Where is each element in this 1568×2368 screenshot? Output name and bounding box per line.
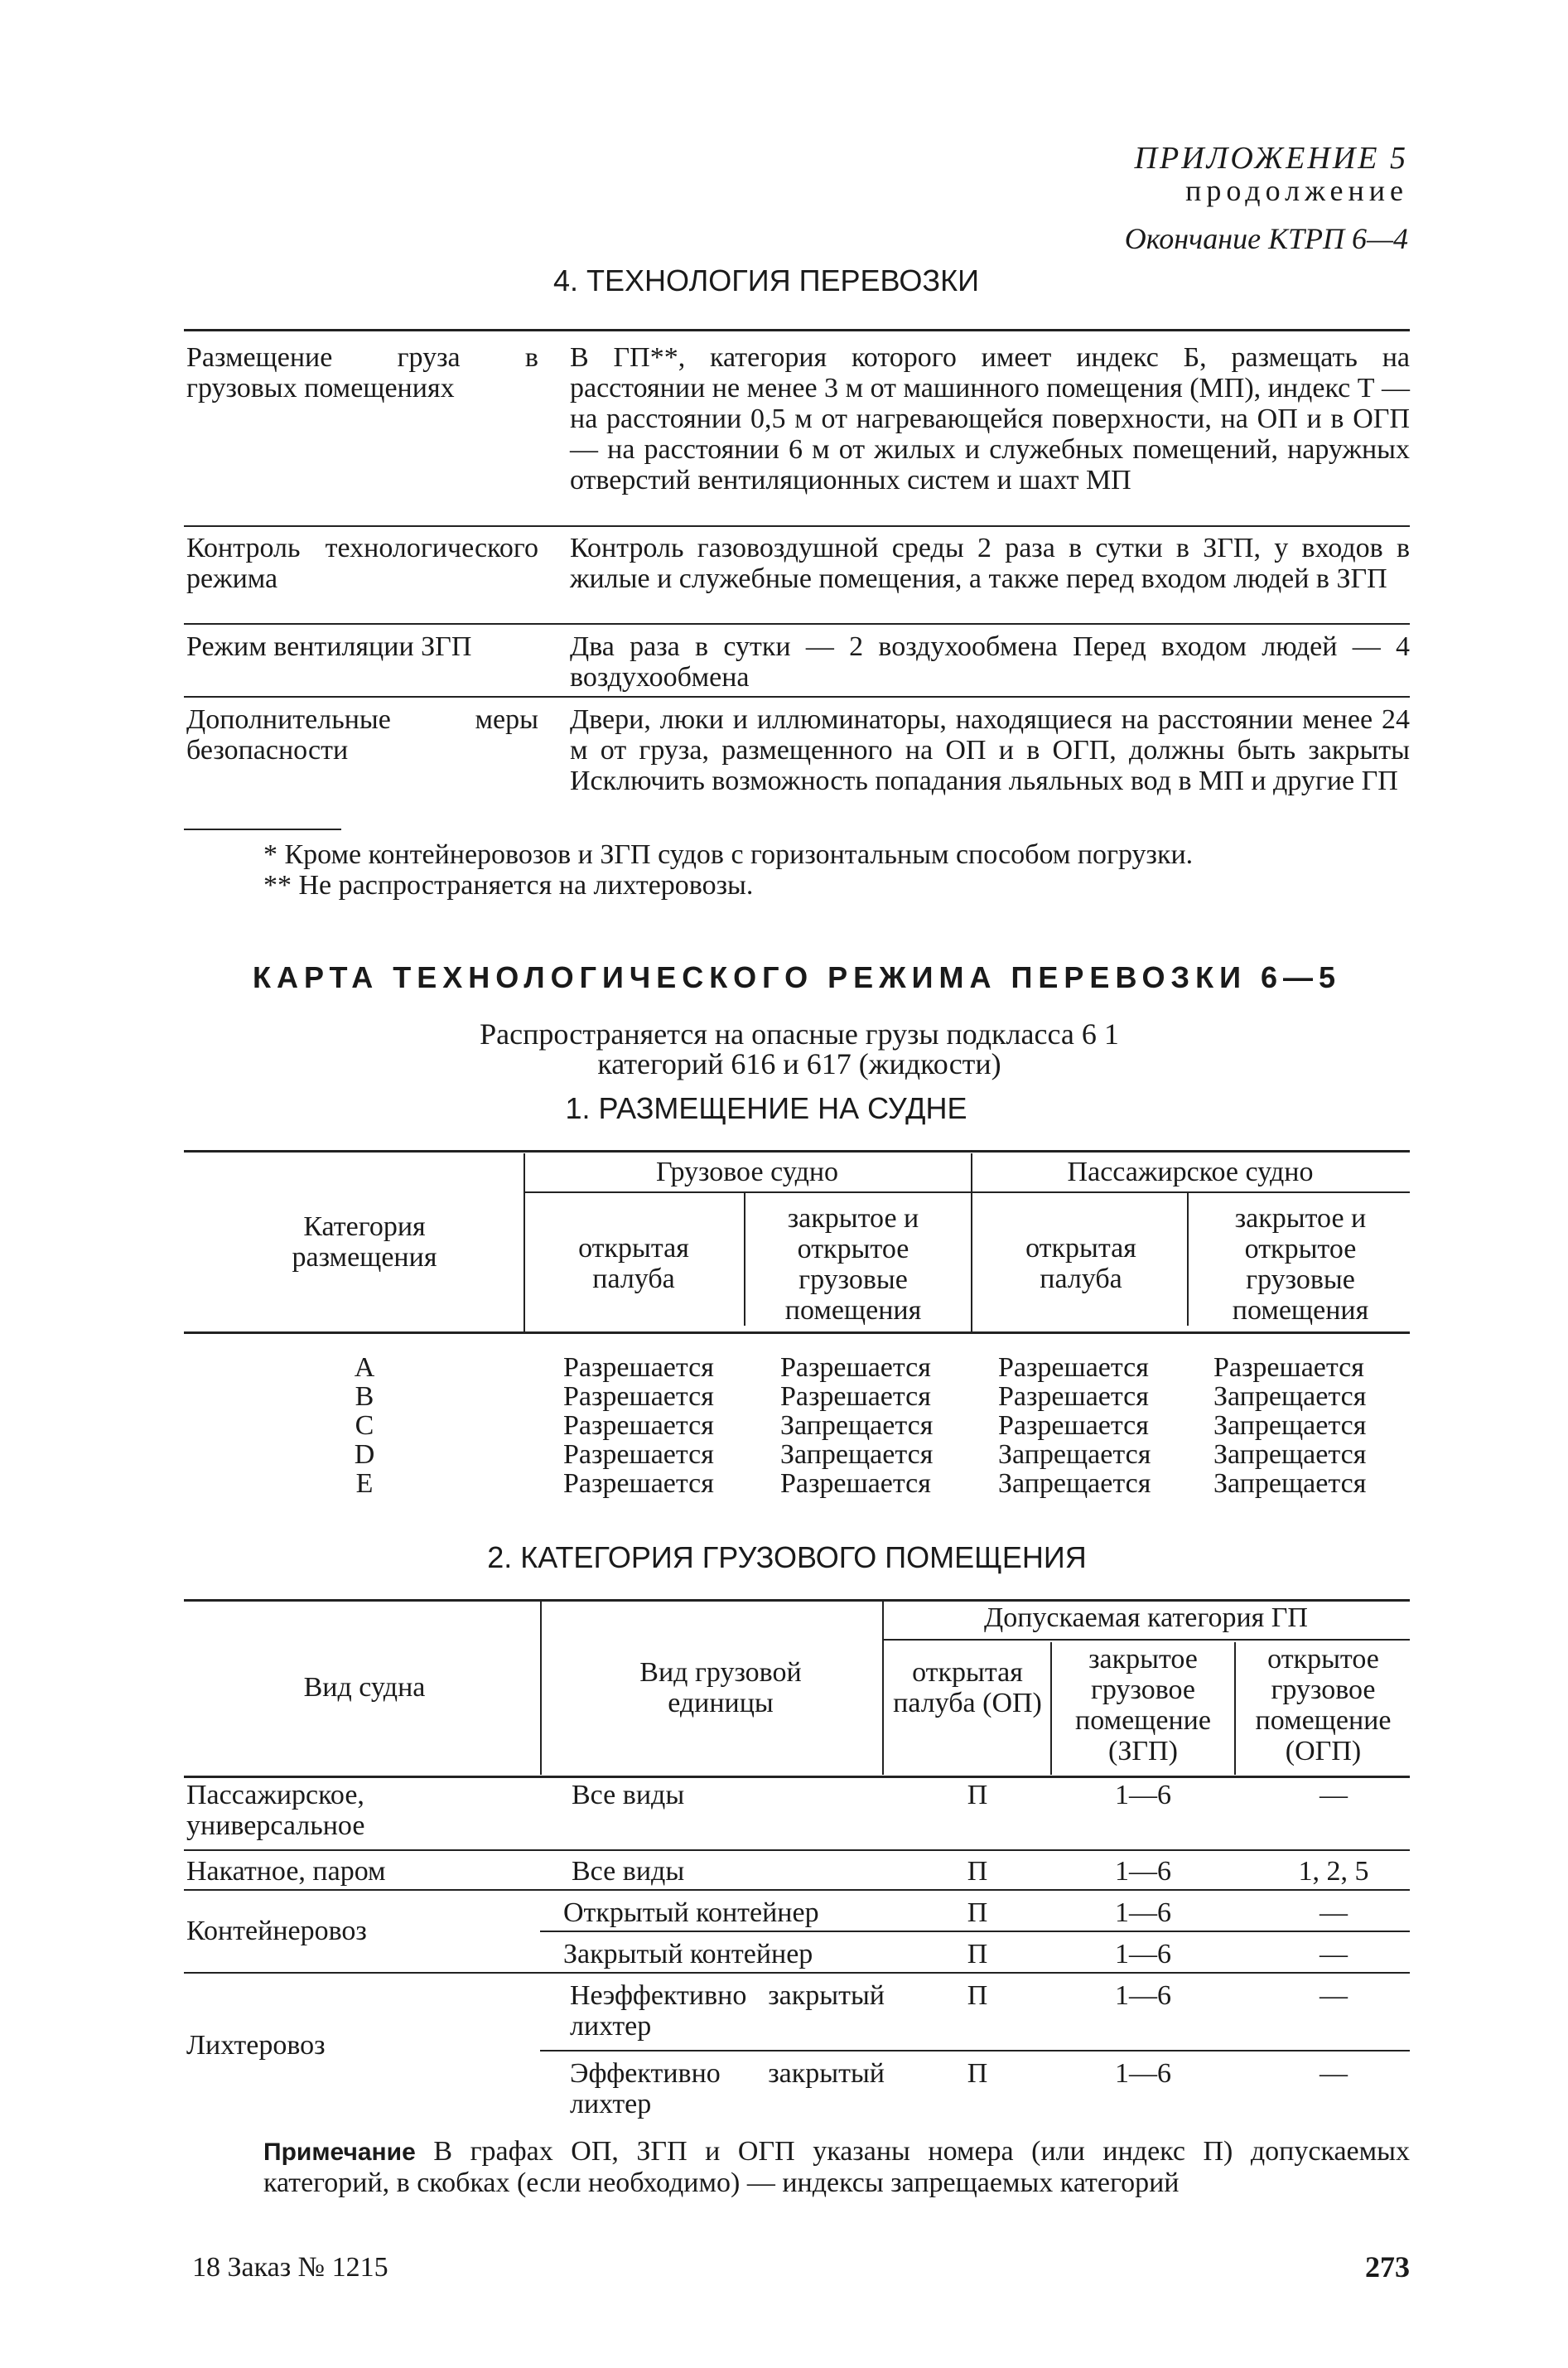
cargo-unit: Неэффективно закрытый лихтер bbox=[570, 1980, 885, 2042]
row-label: Режим вентиляции ЗГП bbox=[186, 631, 472, 662]
table-divider bbox=[1234, 1642, 1236, 1775]
table-row bbox=[0, 1352, 1568, 1381]
table-cell: Запрещается bbox=[998, 1439, 1151, 1470]
ship-type: Лихтеровоз bbox=[186, 2030, 326, 2061]
table-rule bbox=[184, 329, 1410, 331]
table-cell: П bbox=[967, 1856, 988, 1887]
ship-type: Пассажирское, универсальное bbox=[186, 1780, 365, 1841]
section1-title: 1. РАЗМЕЩЕНИЕ НА СУДНЕ bbox=[565, 1091, 967, 1125]
card-title: КАРТА ТЕХНОЛОГИЧЕСКОГО РЕЖИМА ПЕРЕВОЗКИ 6—5 bbox=[253, 960, 1341, 994]
placement-rows bbox=[0, 1352, 1568, 1497]
table-cell: — bbox=[1320, 1939, 1348, 1969]
table-cell: Запрещается bbox=[1213, 1410, 1367, 1441]
table-rule bbox=[882, 1639, 1410, 1641]
ending-label: Окончание КТРП 6—4 bbox=[1124, 222, 1408, 255]
table-cell: — bbox=[1320, 1980, 1348, 2011]
column-header: открытая палуба bbox=[578, 1233, 689, 1294]
table-cell: Разрешается bbox=[563, 1439, 714, 1470]
table-rule bbox=[184, 1849, 1410, 1851]
table-divider bbox=[540, 1601, 542, 1775]
table-rule bbox=[540, 2050, 1410, 2051]
column-header: Пассажирское судно bbox=[1067, 1157, 1314, 1187]
table-cell: Разрешается bbox=[998, 1410, 1149, 1441]
table-cell: П bbox=[967, 2058, 988, 2089]
table-cell: 1—6 bbox=[1115, 1897, 1171, 1928]
table-row bbox=[0, 1410, 1568, 1439]
table-rule bbox=[184, 696, 1410, 698]
column-header: Грузовое судно bbox=[655, 1157, 839, 1187]
category-code: E bbox=[355, 1468, 374, 1499]
table-divider bbox=[1187, 1193, 1189, 1326]
category-code: D bbox=[354, 1439, 375, 1470]
table-cell: Разрешается bbox=[563, 1352, 714, 1383]
cargo-unit: Открытый контейнер bbox=[563, 1897, 819, 1928]
table-cell: — bbox=[1320, 1897, 1348, 1928]
column-header: открытое грузовое помещение (ОГП) bbox=[1255, 1644, 1392, 1766]
column-header: Вид грузовой единицы bbox=[639, 1657, 802, 1718]
table-cell: Запрещается bbox=[780, 1439, 934, 1470]
row-text: Двери, люки и иллюминаторы, находящиеся на расстоянии менее 24 м от груза, размещенного на ОП и в ОГП, должны быть закрыты Исключить возможность попадания льяльных вод в МП и другие ГП bbox=[570, 704, 1410, 796]
table-rule bbox=[184, 525, 1410, 527]
table-rule bbox=[184, 1972, 1410, 1974]
table-cell: 1—6 bbox=[1115, 1939, 1171, 1969]
table-cell: П bbox=[967, 1897, 988, 1928]
column-header: закрытое грузовое помещение (ЗГП) bbox=[1075, 1644, 1211, 1766]
table-cell: — bbox=[1320, 1780, 1348, 1810]
table-cell: — bbox=[1320, 2058, 1348, 2089]
table-cell: Запрещается bbox=[998, 1468, 1151, 1499]
column-header: закрытое и открытое грузовые помещения bbox=[1232, 1203, 1369, 1326]
category-code: C bbox=[355, 1410, 374, 1441]
table-cell: П bbox=[967, 1939, 988, 1969]
table-cell: Разрешается bbox=[563, 1381, 714, 1412]
column-header: Категория размещения bbox=[292, 1211, 437, 1273]
row-text: В ГП**, категория которого имеет индекс Б, размещать на расстоянии не менее 3 м от машинного помещения (МП), индекс Т — на расстоянии 0,5 м от нагревающейся поверхности, на ОП и в ОГП — на расстоянии 6 м от жилых и служебных помещений, наружных отверстий вентиляционных систем и шахт МП bbox=[570, 342, 1410, 495]
appendix-heading: ПРИЛОЖЕНИЕ 5 bbox=[1134, 141, 1408, 176]
card-subtitle: категорий 616 и 617 (жидкости) bbox=[597, 1047, 1001, 1080]
column-header: Вид судна bbox=[303, 1672, 426, 1703]
footnote-rule bbox=[184, 829, 341, 830]
table-cell: Разрешается bbox=[563, 1468, 714, 1499]
table-cell: Разрешается bbox=[563, 1410, 714, 1441]
table-row bbox=[0, 1381, 1568, 1410]
table-cell: П bbox=[967, 1980, 988, 2011]
table-rule bbox=[184, 1889, 1410, 1891]
table-cell: Разрешается bbox=[1213, 1352, 1364, 1383]
page-number: 273 bbox=[1365, 2250, 1410, 2283]
row-label: Дополнительные меры безопасности bbox=[186, 704, 538, 766]
section2-title: 2. КАТЕГОРИЯ ГРУЗОВОГО ПОМЕЩЕНИЯ bbox=[487, 1540, 1087, 1574]
table-cell: Разрешается bbox=[780, 1352, 931, 1383]
row-label: Размещение груза в грузовых помещениях bbox=[186, 342, 538, 404]
footnote: * Кроме контейнеровозов и ЗГП судов с горизонтальным способом погрузки. bbox=[263, 839, 1194, 870]
table-cell: Запрещается bbox=[1213, 1468, 1367, 1499]
note-label: Примечание bbox=[263, 2138, 416, 2166]
table-divider bbox=[1050, 1642, 1052, 1775]
table-cell: П bbox=[967, 1780, 988, 1810]
column-header: Допускаемая категория ГП bbox=[984, 1602, 1308, 1633]
table-cell: 1, 2, 5 bbox=[1298, 1856, 1369, 1887]
footnote: ** Не распространяется на лихтеровозы. bbox=[263, 870, 754, 901]
table-cell: 1—6 bbox=[1115, 1780, 1171, 1810]
table-cell: Запрещается bbox=[1213, 1381, 1367, 1412]
note-text: В графах ОП, ЗГП и ОГП указаны номера (или индекс П) допускаемых категорий, в скобках (если необходимо) — индексы запрещаемых категорий bbox=[263, 2136, 1411, 2198]
table-cell: 1—6 bbox=[1115, 2058, 1171, 2089]
category-code: B bbox=[355, 1381, 374, 1412]
table-cell: Разрешается bbox=[998, 1352, 1149, 1383]
cargo-unit: Закрытый контейнер bbox=[563, 1939, 813, 1969]
table-rule bbox=[540, 1931, 1410, 1932]
table-rule bbox=[184, 1150, 1410, 1153]
table-row bbox=[0, 1468, 1568, 1497]
table-row bbox=[0, 1439, 1568, 1468]
row-text: Контроль газовоздушной среды 2 раза в сутки в ЗГП, у входов в жилые и служебные помещения, а также перед входом людей в ЗГП bbox=[570, 533, 1410, 594]
column-header: закрытое и открытое грузовые помещения bbox=[784, 1203, 922, 1326]
table-rule bbox=[184, 1776, 1410, 1778]
row-label: Контроль технологического режима bbox=[186, 533, 538, 594]
section4-title: 4. ТЕХНОЛОГИЯ ПЕРЕВОЗКИ bbox=[553, 263, 979, 297]
table-cell: Запрещается bbox=[780, 1410, 934, 1441]
ship-type: Контейнеровоз bbox=[186, 1916, 367, 1946]
note bbox=[263, 2136, 1410, 2198]
cargo-unit: Все виды bbox=[572, 1856, 685, 1887]
table-cell: Разрешается bbox=[780, 1381, 931, 1412]
table-cell: Разрешается bbox=[998, 1381, 1149, 1412]
card-subtitle: Распространяется на опасные грузы подкласса 6 1 bbox=[480, 1017, 1119, 1051]
table-rule bbox=[184, 1599, 1410, 1602]
continued-label: продолжение bbox=[1185, 174, 1408, 207]
table-cell: Разрешается bbox=[780, 1468, 931, 1499]
table-rule bbox=[184, 1331, 1410, 1334]
table-rule bbox=[184, 623, 1410, 625]
order-number: 18 Заказ № 1215 bbox=[192, 2252, 388, 2283]
table-cell: 1—6 bbox=[1115, 1856, 1171, 1887]
cargo-unit: Эффективно закрытый лихтер bbox=[570, 2058, 885, 2119]
column-header: открытая палуба bbox=[1025, 1233, 1136, 1294]
column-header: открытая палуба (ОП) bbox=[893, 1657, 1042, 1718]
table-cell: Запрещается bbox=[1213, 1439, 1367, 1470]
ship-type: Накатное, паром bbox=[186, 1856, 386, 1887]
table-rule bbox=[523, 1191, 1410, 1193]
table-divider bbox=[744, 1193, 745, 1326]
row-text: Два раза в сутки — 2 воздухообмена Перед входом людей — 4 воздухообмена bbox=[570, 631, 1410, 693]
table-cell: 1—6 bbox=[1115, 1980, 1171, 2011]
category-code: A bbox=[354, 1352, 375, 1383]
cargo-unit: Все виды bbox=[572, 1780, 685, 1810]
